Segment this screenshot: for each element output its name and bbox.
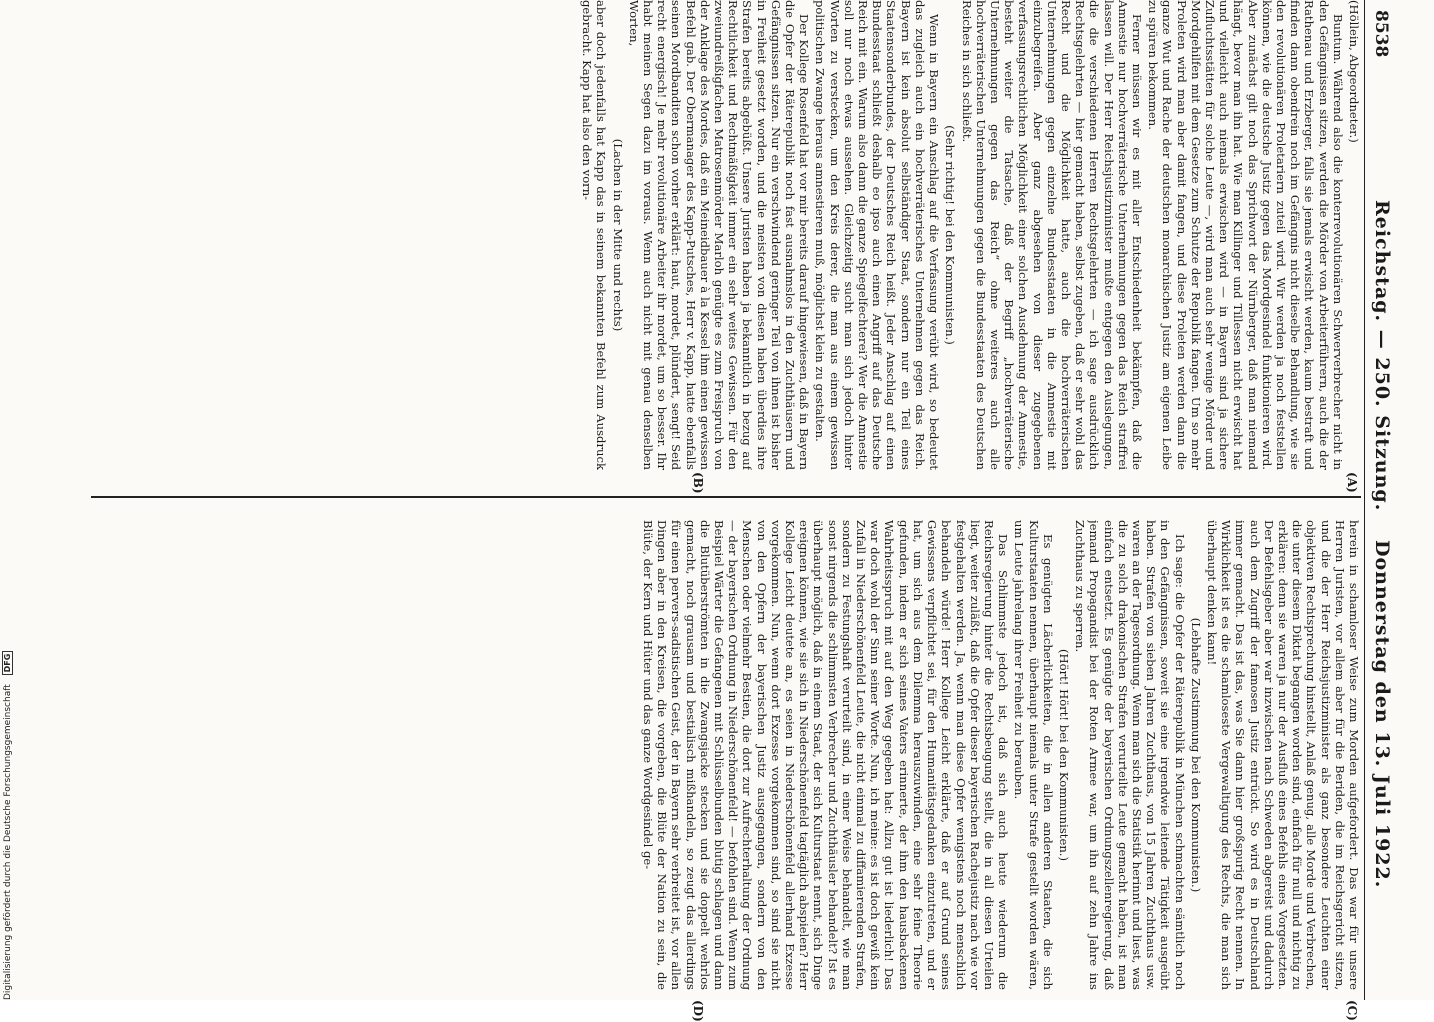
margin-mark-a: (A) (1345, 472, 1359, 493)
page-header (1364, 0, 1395, 1000)
header-date: Donnerstag den 13. Juli 1922. (1371, 540, 1393, 889)
digitization-imprint (2, 651, 13, 1000)
paragraph: Das Schlimmste jedoch ist, daß sich auch heute wiederum die Reichsregierung hinter die Rechtsbeugung stellt, die in all diesen Urteilen liegt, weiter zuläßt, daß die Opfer dieser bayerischen Rachejustiz nach wie vor festgehalten werden. Ja, wenn man diese Opfer wenigstens noch menschlich behandeln würde! Herr Kollege Leicht erklärte, daß er auf Grund seines Gewissens verpflichtet sei, für den Humanitätsgedanken einzutreten, und er hat, um sich aus dem Dilemma herauszuwinden, eine sehr feine Theorie gefunden, indem er sich seines Vaters erinnerte, der ihm den hausbackenen Wahrheitsspruch mit auf den Weg gegeben hat: Allzu gut ist liederlich! Das war doch wohl der Sinn seiner Worte. Nun, ich meine: es ist doch gewiß kein Zufall in Niederschönenfeld Leute, die nicht einmal zu diffamierenden Strafen, sondern zu Festungshaft verurteilt sind, in einer Weise behandelt, wie man sonst nirgends die schlimmsten Verbrecher und Zuchthäusler behandelt? Ist es überhaupt möglich, daß in einem Staat, der sich Kulturstaat nennt, sich Dinge ereignen können, wie sie sich in Niederschönenfeld tagtäglich abspielen? Herr Kollege Leicht deutete an, es seien in Niederschönenfeld allerhand Exzesse vorgekommen. Nun, wenn dort Exzesse vorgekommen sind, so sind sie nicht von den Opfern der bayerischen Justiz ausgegangen, sondern von den Menschen oder vielmehr Bestien, die dort zur Aufrechterhaltung der Ordnung — der bayerischen Ordnung in Niederschönenfeld! — befohlen sind. Wenn zum Beispiel Wärter die Gefangenen mit Schlüsselbunden blutig schlagen und dann die Blutüberströmten in die Zwangsjacke stecken und sie doppelt wehrlos gemacht, noch grausam und bestialisch mißhandeln, so zeugt das allerdings für einen pervers-sadistischen Geist, der in Bayern sehr verbreitet ist, vor allen Dingen aber in den Kreisen, die vorgeben, die Blüte der Nation zu sein, die Blüte, der Kern und Hüter und das ganze Wordgesindel ge- (641, 520, 1011, 990)
page-number: 8538 (1371, 10, 1391, 58)
paragraph: Es genügten Lächerlichkeiten, die in allen anderen Staaten, die sich Kulturstaaten nennen, überhaupt niemals unter Strafe gestellt worden wären, um Leute jahrelang ihrer Freiheit zu berauben. (1012, 520, 1055, 990)
interjection: (Sehr richtig! bei den Kommunisten.) (943, 125, 958, 345)
interjection: (Hört! Hört! bei den Kommunisten.) (1056, 648, 1071, 861)
column-divider (91, 496, 1361, 498)
header-title: Reichstag. — 250. Sitzung. (1371, 200, 1393, 512)
paragraph: Ferner müssen wir es mit aller Entschiedenheit bekämpfen, daß die Amnestie nur hochverräterische Unternehmungen gegen das Reich straffrei lassen will. Der Herr Reichsjustizminister mußte entgegen den Auslegungen, die die verschiedenen Herren Rechtsgelehrten — ich sage ausdrücklich Rechtsgelehrten — hier gemacht haben, selbst zugeben, daß er sehr wohl das Recht und die Möglichkeit hatte, auch die hochverräterischen Unternehmungen gegen einzelne Bundesstaaten in die Amnestie mit einzubegreifen. Aber ganz abgesehen von dieser zugegebenen verfassungsrechtlichen Möglichkeit einer solchen Ausdehnung der Amnestie, besteht weiter die Tatsache, daß der Begriff „hochverräterische Unternehmungen gegen das Reich“ ohne weiteres auch alle hochverräterischen Unternehmungen gegen die Bundesstaaten des Deutschen Reiches in sich schließt. (959, 0, 1144, 470)
margin-mark-d: (D) (691, 1000, 705, 1022)
paragraph: Ich sage: die Opfer der Räterepublik in München schmachten sämtlich noch in den Gefängnissen, soweit sie eine irgendwie leitende Tätigkeit ausgeübt haben. Strafen von sieben Jahren Zuchthaus, von 15 Jahren Zuchthaus usw. waren an der Tagesordnung. Wenn man sich die Statistik herinnt und liest, was die zu solch drakonischen Strafen verurteilte Leute gemacht haben, ist man einfach entsetzt. Es genügte der bayerischen Ordnungszellenregierung, daß jemand Propagandist bei der Roten Armee war, um ihn auf zehn Jahre ins Zuchthaus zu sperren. (1073, 520, 1187, 990)
margin-mark-c: (C) (1345, 1000, 1359, 1021)
dfg-logo: DFG (2, 651, 13, 676)
interjection: (Lachen in der Mitte und rechts) (610, 138, 625, 332)
paragraph: aber doch jedenfalls hat Kapp das in seinem bekannten Befehl zum Ausdruck gebracht. Kapp hat also den vorn- (580, 0, 609, 470)
rotated-document-page (75, 0, 1395, 1022)
imprint-text: Digitalisierung gefördert durch die Deutsche Forschungsgemeinschaft (3, 684, 13, 1000)
paragraph: herein in schamloser Weise zum Morden aufgefordert. Das war für unsere Herren Juristen, vor allem aber für die Beriden, die im Reichsgericht sitzen, und die der Herr Reichsjustizminister als ganz besondere Leuchten einer objektiven Rechtsprechung hinstellt, Anlaß genug, alle Morde und Verbrechen, die unter diesem Diktat begangen worden sind, einfach für null und nichtig zu erklären: denn sie waren ja nur der Ausfluß eines Befehls eines Vorgesetzten. Der Befehlsgeber aber war inzwischen nach Schweden abgereist und dadurch auch dem Zugriff der famosen Justiz entrückt. So wird es in Deutschland immer gemacht. Das ist das, was Sie dann hier großspurig Recht nennen. In Wirklichkeit ist es die schamloseste Vergewaltigung des Rechts, die man sich überhaupt denken kann! (1204, 520, 1361, 990)
paragraph: Buntum. Während also die konterrevolutionären Schwerverbrecher nicht in den Gefängnissen sitzen, werden die Mörder von Arbeiterführern, auch die der Rathenau und Erzberger, falls sie jemals erwischt werden, kaum bestraft und finden dann obendrein noch im Gefängnis nicht dieselbe Behandlung, wie sie den revolutionären Proletariern zuteil wird. Wir werden ja noch feststellen können, wie die deutsche Justiz gegen das Mordgesindel funktionieren wird. Aber zunächst gilt noch das Sprichwort der Nürnberger, daß man niemand hängt, bevor man ihn hat. Wie man Killinger und Tillessen nicht erwischt hat und vielleicht auch niemals erwischen wird — in Bayern sind ja sichere Zufluchtsstätten für solche Leute —, wird man auch sehr wenige Mörder und Mordgehilfen mit dem Gesetze zum Schutze der Republik fangen. Um so mehr Proleten wird man aber damit fangen, und diese Proleten werden dann die ganze Wut und Rache der deutschen monarchischen Justiz am eigenen Leibe zu spüren bekommen. (1146, 0, 1345, 470)
interjection: (Lebhafte Zustimmung bei den Kommunisten.) (1188, 617, 1203, 893)
margin-mark-b: (B) (691, 472, 705, 494)
paragraph: Wenn in Bayern ein Anschlag auf die Verfassung verübt wird, so bedeutet das zugleich auch ein hochverräterisches Unternehmen gegen das Reich. Bayern ist kein absolut selbständiger Staat, sondern nur ein Teil eines Staatensonderbundes, der Deutsches Reich heißt. Jeder Anschlag auf einen Bundesstaat schließt deshalb eo ipso auch einen Angriff auf das Deutsche Reich mit ein. Warum also dann die ganze Spiegelfechterei? Wer die Amnestie soll nur noch etwas aussehen. Gleichzeitig sucht man sich jedoch hinter Worten zu verstecken, um den Kreis derer, die man aus einem gewissen politischen Zwange heraus amnestieren muß, möglichst klein zu gestalten. (813, 0, 942, 470)
left-text-column (86, 0, 1361, 470)
speaker-line: (Höllein, Abgeordneter.) (1347, 0, 1361, 143)
paragraph: Der Kollege Rosenfeld hat vor mir bereits darauf hingewiesen, daß in Bayern die Opfer der Räterepublik noch fast ausnahmslos in den Zuchthäusern und Gefängnissen sitzen. Nur ein verschwindend geringer Teil von ihnen ist bisher in Freiheit gesetzt worden, und die meisten von diesen haben überdies ihre Strafen bereits abgebüßt. Unsere Juristen haben ja bekanntlich in bezug auf Rechtlichkeit und Rechtmäßigkeit immer ein sehr weites Gewissen. Für den zweiundreißigfachen Matrosenmörder Marloh genügte es zum Freispruch von der Anklage des Mordes, daß ein Meineidbauer à la Kessel ihm einen gewissen Befehl gab. Der Obermanager des Kapp-Putsches, Herr v. Kapp, hatte ebenfalls seinen Mordbanditen schon vorher erklärt: haut, mordet, plündert, sengt! Seid recht energisch! Je mehr revolutionäre Arbeiter ihr mordet, um so besser. Ihr habt meinen Segen dazu im voraus. Wenn auch nicht mit genau denselben Worten, (626, 0, 812, 470)
right-text-column (86, 520, 1361, 990)
